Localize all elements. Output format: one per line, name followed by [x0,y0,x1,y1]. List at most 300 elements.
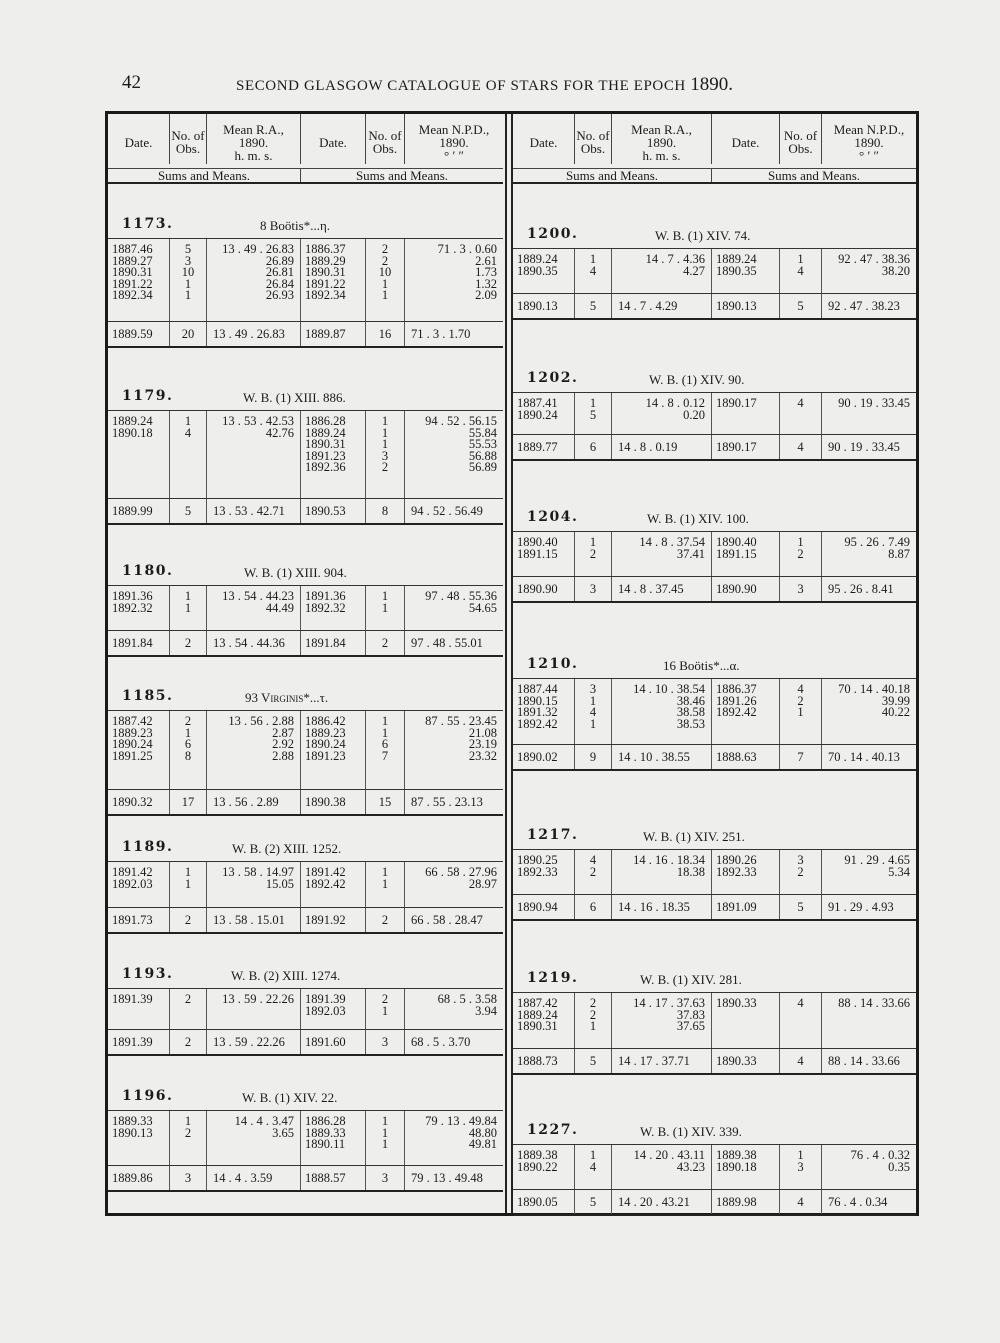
ra-obs-count-cell [575,679,612,744]
mean-npd-value: 66 . 58 . 28.47 [411,913,483,927]
star-designation-main: 8 Boötis [260,218,304,233]
ra-obs-count: 1 [184,876,192,891]
ra-value-cell [612,393,712,434]
npd-obs-count-cell [366,411,405,498]
npd-value-cell [405,862,503,907]
ra-obs-count: 4 [184,425,192,440]
mean-ra-count-cell [575,895,612,919]
ra-obs-count: 8 [184,748,192,763]
mean-ra-count-cell [575,745,612,769]
npd-value: 66 . 58 . 27.96 [425,865,497,879]
npd-obs-date: 1886.42 [305,714,346,728]
ra-value: 13 . 54 . 44.23 [222,589,294,603]
star-designation [649,372,744,388]
npd-obs-date: 1889.24 [305,425,346,440]
npd-value: 38.20 [881,263,910,278]
ra-obs-count-cell [170,411,207,498]
mean-npd-value-cell [405,1030,503,1054]
mean-npd-value: 87 . 55 . 23.13 [411,795,483,809]
ra-obs-date: 1891.32 [517,705,558,720]
star-number: 1202. [527,370,579,386]
star-designation-main: 16 Boötis [663,658,714,673]
mean-ra-value-cell [207,790,301,814]
mean-ra-value: 14 . 8 . 0.19 [618,440,678,454]
npd-obs-date: 1891.36 [305,589,346,603]
mean-ra-count-cell [170,908,207,932]
mean-npd-value-cell [822,1049,916,1073]
mean-npd-count: 2 [381,913,389,927]
npd-obs-count: 1 [797,705,804,720]
mean-ra-count: 6 [589,900,597,914]
npd-obs-count: 1 [381,1003,389,1018]
mean-ra-count-cell [170,790,207,814]
mean-npd-date: 1890.17 [716,440,757,454]
npd-obs-date: 1891.15 [716,546,757,561]
npd-value: 54.65 [468,600,497,615]
mean-ra-date: 1890.94 [517,900,558,914]
mean-npd-count-cell [366,790,405,814]
star-designation-main: W. B. (1) XIV. 74. [655,228,751,243]
npd-obs-count: 7 [381,748,389,763]
ra-obs-count: 1 [589,716,597,731]
ra-obs-count: 4 [589,1159,597,1174]
mean-ra-value: 14 . 10 . 38.55 [618,750,690,764]
npd-value: 1.73 [475,265,497,280]
mean-npd-date-cell [301,322,366,346]
npd-value-cell [822,1145,916,1189]
star-title-row [108,676,503,710]
ra-obs-date-cell [108,586,170,630]
npd-value: 56.88 [468,448,497,463]
mean-ra-value-cell [207,1030,301,1054]
mean-row [513,293,916,320]
mean-ra-value-cell [612,294,712,318]
star-entry [108,676,503,816]
star-designation-main: W. B. (1) XIII. 904. [244,565,347,580]
npd-obs-count-cell [780,850,822,894]
npd-value: 68 . 5 . 3.58 [437,992,497,1006]
mean-ra-date: 1891.84 [112,636,153,650]
npd-obs-count-cell [780,249,822,293]
star-entry [513,1110,916,1216]
mean-ra-date: 1890.05 [517,1195,558,1209]
ra-obs-date: 1889.24 [517,252,558,266]
npd-obs-count: 3 [797,853,804,867]
mean-npd-value: 71 . 3 . 1.70 [411,327,471,341]
mean-row [108,321,503,348]
mean-npd-value: 70 . 14 . 40.13 [828,750,900,764]
npd-obs-count: 4 [797,682,804,696]
mean-npd-value-cell [822,895,916,919]
ra-value: 26.81 [265,265,294,280]
ra-obs-date: 1892.03 [112,876,153,891]
npd-obs-date: 1892.42 [716,705,757,720]
npd-obs-date: 1890.11 [305,1137,346,1152]
ra-obs-count: 1 [589,535,597,549]
star-designation-main: W. B. (1) XIV. 281. [640,972,742,987]
observation-rows [513,1144,916,1189]
left-column [108,114,503,1185]
npd-obs-count: 1 [381,1125,389,1140]
star-entry [108,551,503,657]
npd-obs-date-cell [712,249,780,293]
npd-obs-count: 1 [381,1114,389,1128]
ra-obs-count-cell [575,532,612,576]
ra-value: 15.05 [265,876,294,891]
mean-ra-value-cell [612,1049,712,1073]
ra-obs-date: 1890.22 [517,1159,558,1174]
npd-obs-count-cell [780,1145,822,1189]
ra-obs-count-cell [575,993,612,1048]
npd-obs-count: 4 [797,263,804,278]
star-entry [513,214,916,320]
ra-value: 26.84 [265,276,294,291]
npd-col-header-text: 1890. [854,135,884,150]
npd-col-header-text: ° ′ ″ [859,148,879,163]
obs-col-header-text: Obs. [580,141,606,156]
mean-ra-value: 13 . 59 . 22.26 [213,1035,285,1049]
mean-npd-value: 91 . 29 . 4.93 [828,900,894,914]
column-divider [505,114,513,1213]
mean-npd-count-cell [366,499,405,523]
ra-value-cell [612,850,712,894]
ra-value: 13 . 56 . 2.88 [228,714,294,728]
star-number: 1204. [527,509,579,525]
ra-value: 13 . 49 . 26.83 [222,242,294,256]
ra-value: 2.87 [272,725,294,740]
star-designation [663,658,740,674]
npd-obs-count-cell [366,862,405,907]
star-title-row [513,1110,916,1144]
npd-obs-date-cell [301,239,366,321]
ra-obs-date-cell [513,993,575,1048]
npd-value-cell [822,393,916,434]
npd-obs-date-cell [712,532,780,576]
mean-npd-date: 1889.87 [305,327,346,341]
ra-value-cell [207,989,301,1029]
mean-ra-count-cell [170,631,207,655]
ra-value: 26.89 [265,253,294,268]
npd-obs-date: 1890.17 [716,396,757,410]
mean-ra-count: 3 [184,1171,192,1185]
ra-obs-date-cell [513,850,575,894]
mean-row [513,894,916,921]
mean-npd-value: 68 . 5 . 3.70 [411,1035,471,1049]
mean-ra-count-cell [575,1049,612,1073]
mean-npd-count-cell [780,745,822,769]
ra-value-cell [612,993,712,1048]
ra-obs-date: 1890.18 [112,425,153,440]
mean-npd-value-cell [822,1190,916,1214]
mean-npd-value: 76 . 4 . 0.34 [828,1195,888,1209]
mean-npd-count-cell [780,294,822,318]
star-entry [513,644,916,771]
mean-ra-value: 13 . 58 . 15.01 [213,913,285,927]
mean-npd-date-cell [712,1049,780,1073]
mean-ra-date-cell [513,577,575,601]
npd-value: 0.35 [888,1159,910,1174]
npd-obs-count: 10 [378,265,392,280]
ra-obs-count-cell [575,850,612,894]
npd-value-cell [405,989,503,1029]
mean-ra-value: 14 . 7 . 4.29 [618,299,678,313]
npd-obs-date: 1889.38 [716,1148,757,1162]
star-designation [244,565,347,581]
npd-obs-date: 1892.34 [305,288,346,303]
ra-col-header-text: h. m. s. [234,148,273,163]
ra-obs-date: 1892.33 [517,864,558,879]
mean-npd-count-cell [366,322,405,346]
ra-obs-date: 1890.31 [517,1019,558,1034]
mean-npd-count: 4 [797,1195,804,1209]
ra-obs-count: 1 [184,1114,192,1128]
date-col-header [513,114,575,164]
npd-obs-date: 1890.31 [305,265,346,280]
observation-rows [513,849,916,894]
mean-npd-date-cell [712,577,780,601]
date-col-header [301,114,366,164]
mean-npd-date-cell [301,631,366,655]
mean-npd-value: 90 . 19 . 33.45 [828,440,900,454]
mean-row [513,1189,916,1216]
mean-ra-count: 6 [589,440,597,454]
npd-obs-count: 1 [381,714,389,728]
ra-value-cell [612,249,712,293]
ra-obs-count: 2 [184,714,192,728]
ra-obs-date: 1887.44 [517,682,558,696]
observation-rows [513,392,916,434]
ra-obs-count: 1 [184,589,192,603]
npd-obs-date-cell [301,862,366,907]
npd-obs-count-cell [780,393,822,434]
mean-row [108,907,503,934]
npd-obs-count: 1 [797,252,804,266]
ra-value: 14 . 4 . 3.47 [234,1114,294,1128]
ra-obs-count: 2 [184,992,192,1006]
ra-obs-date-cell [513,679,575,744]
npd-value: 94 . 52 . 56.15 [425,414,497,428]
ra-value: 37.65 [676,1019,705,1034]
star-title-row [108,551,503,585]
npd-obs-count-cell [780,993,822,1048]
star-title-row [513,358,916,392]
npd-obs-count: 2 [797,693,804,708]
ra-obs-count: 1 [589,1019,597,1034]
obs-col-header [366,114,405,164]
npd-obs-count: 1 [381,425,389,440]
npd-obs-date: 1892.33 [716,864,757,879]
mean-ra-count: 2 [184,1035,192,1049]
npd-obs-count-cell [366,711,405,789]
mean-npd-value-cell [405,790,503,814]
mean-npd-count-cell [366,631,405,655]
mean-npd-date-cell [301,790,366,814]
star-entry [108,204,503,348]
ra-obs-date-cell [108,411,170,498]
ra-obs-date: 1890.40 [517,535,558,549]
ra-obs-count: 3 [589,682,597,696]
mean-npd-count: 8 [381,504,389,518]
mean-npd-value: 94 . 52 . 56.49 [411,504,483,518]
mean-ra-date-cell [108,908,170,932]
mean-ra-date: 1891.39 [112,1035,153,1049]
npd-obs-date-cell [301,711,366,789]
ra-obs-date: 1890.15 [517,693,558,708]
ra-obs-count: 1 [184,725,192,740]
ra-value: 43.23 [676,1159,705,1174]
ra-obs-count: 2 [589,1007,597,1022]
star-designation [260,218,330,234]
mean-npd-count: 3 [797,582,804,596]
mean-npd-count: 4 [797,440,804,454]
mean-ra-value-cell [612,1190,712,1214]
ra-obs-count: 1 [589,693,597,708]
npd-value-cell [405,586,503,630]
obs-col-header-text: No. of [783,128,818,143]
mean-row [108,789,503,816]
mean-ra-count-cell [170,499,207,523]
mean-npd-value-cell [822,435,916,459]
obs-col-header-text: Obs. [788,141,813,156]
star-number: 1185. [122,688,174,704]
date-col-header-text: Date. [529,135,558,150]
npd-obs-count: 1 [797,535,804,549]
npd-value: 28.97 [468,876,497,891]
star-designation-main: 93 Virginis [245,690,304,705]
star-number: 1189. [122,839,174,855]
npd-obs-date-cell [301,586,366,630]
mean-npd-date-cell [712,1190,780,1214]
ra-obs-date-cell [513,532,575,576]
mean-npd-value: 79 . 13 . 49.48 [411,1171,483,1185]
mean-ra-date-cell [513,1049,575,1073]
ra-obs-count: 2 [184,1125,192,1140]
mean-npd-date-cell [712,435,780,459]
mean-npd-value-cell [822,294,916,318]
npd-obs-count: 1 [381,589,389,603]
mean-ra-date: 1889.86 [112,1171,153,1185]
star-title-row [513,815,916,849]
npd-value: 39.99 [881,693,910,708]
star-designation [245,690,328,706]
ra-obs-count: 5 [589,407,597,422]
ra-obs-date: 1889.24 [517,1007,558,1022]
mean-npd-count: 7 [797,750,804,764]
ra-col-header [207,114,301,164]
mean-npd-value: 88 . 14 . 33.66 [828,1054,900,1068]
star-entry [513,497,916,603]
star-designation-main: W. B. (1) XIV. 90. [649,372,745,387]
ra-value: 37.83 [676,1007,705,1022]
star-number: 1219. [527,970,579,986]
npd-value: 70 . 14 . 40.18 [838,682,910,696]
mean-ra-value: 13 . 56 . 2.89 [213,795,279,809]
ra-obs-date-cell [108,239,170,321]
npd-obs-date: 1886.28 [305,414,346,428]
npd-value: 87 . 55 . 23.45 [425,714,497,728]
mean-ra-value: 14 . 16 . 18.35 [618,900,690,914]
star-entry [513,358,916,461]
npd-value: 49.81 [468,1137,497,1152]
mean-npd-count: 3 [381,1035,389,1049]
ra-value: 0.20 [683,407,705,422]
ra-obs-count: 3 [184,253,192,268]
ra-obs-date: 1887.46 [112,242,153,256]
mean-npd-value: 97 . 48 . 55.01 [411,636,483,650]
ra-obs-date: 1889.27 [112,253,153,268]
star-number: 1200. [527,226,579,242]
ra-obs-date: 1889.33 [112,1114,153,1128]
ra-obs-date-cell [108,862,170,907]
observation-rows [513,531,916,576]
ra-obs-count-cell [575,393,612,434]
mean-ra-value: 13 . 54 . 44.36 [213,636,285,650]
ra-obs-date: 1890.35 [517,263,558,278]
npd-obs-date: 1890.40 [716,535,757,549]
npd-obs-count: 1 [381,414,389,428]
mean-npd-count: 2 [381,636,389,650]
npd-obs-count: 1 [381,725,389,740]
ra-col-header [612,114,712,164]
ra-value-cell [207,711,301,789]
npd-value: 48.80 [468,1125,497,1140]
star-number: 1173. [122,216,174,232]
mean-ra-date-cell [513,1190,575,1214]
ra-obs-date: 1889.38 [517,1148,558,1162]
ra-col-header-text: Mean R.A., [631,122,692,137]
mean-ra-count: 2 [184,913,192,927]
star-entry [108,954,503,1056]
mean-npd-count-cell [366,1030,405,1054]
npd-obs-count: 1 [381,437,389,452]
mean-npd-date: 1890.53 [305,504,346,518]
star-number: 1193. [122,966,174,982]
ra-obs-count: 10 [181,265,195,280]
ra-col-header-text: Mean R.A., [223,122,284,137]
mean-npd-date: 1890.33 [716,1054,757,1068]
star-number: 1217. [527,827,579,843]
star-designation-main: W. B. (1) XIV. 100. [647,511,749,526]
npd-value: 92 . 47 . 38.36 [838,252,910,266]
mean-ra-value-cell [612,577,712,601]
mean-row [513,576,916,603]
mean-ra-value-cell [612,435,712,459]
mean-ra-value: 13 . 53 . 42.71 [213,504,285,518]
ra-obs-date: 1890.31 [112,265,153,280]
ra-value: 4.27 [683,263,705,278]
npd-obs-count: 1 [381,865,389,879]
observation-rows [513,248,916,293]
date-col-header [712,114,780,164]
npd-value: 23.19 [468,737,497,752]
mean-npd-date: 1890.90 [716,582,757,596]
mean-npd-count: 16 [378,327,392,341]
star-designation [242,1090,337,1106]
mean-ra-count-cell [170,1030,207,1054]
ra-obs-count: 2 [589,996,597,1010]
mean-ra-value-cell [207,631,301,655]
mean-npd-date-cell [301,499,366,523]
mean-npd-value: 92 . 47 . 38.23 [828,299,900,313]
npd-value: 55.84 [468,425,497,440]
mean-npd-date-cell [301,908,366,932]
ra-obs-date: 1891.25 [112,748,153,763]
npd-obs-count: 3 [797,1159,804,1174]
ra-obs-count: 1 [184,414,192,428]
npd-value: 95 . 26 . 7.49 [844,535,910,549]
npd-value: 55.53 [468,437,497,452]
npd-obs-date: 1892.32 [305,600,346,615]
